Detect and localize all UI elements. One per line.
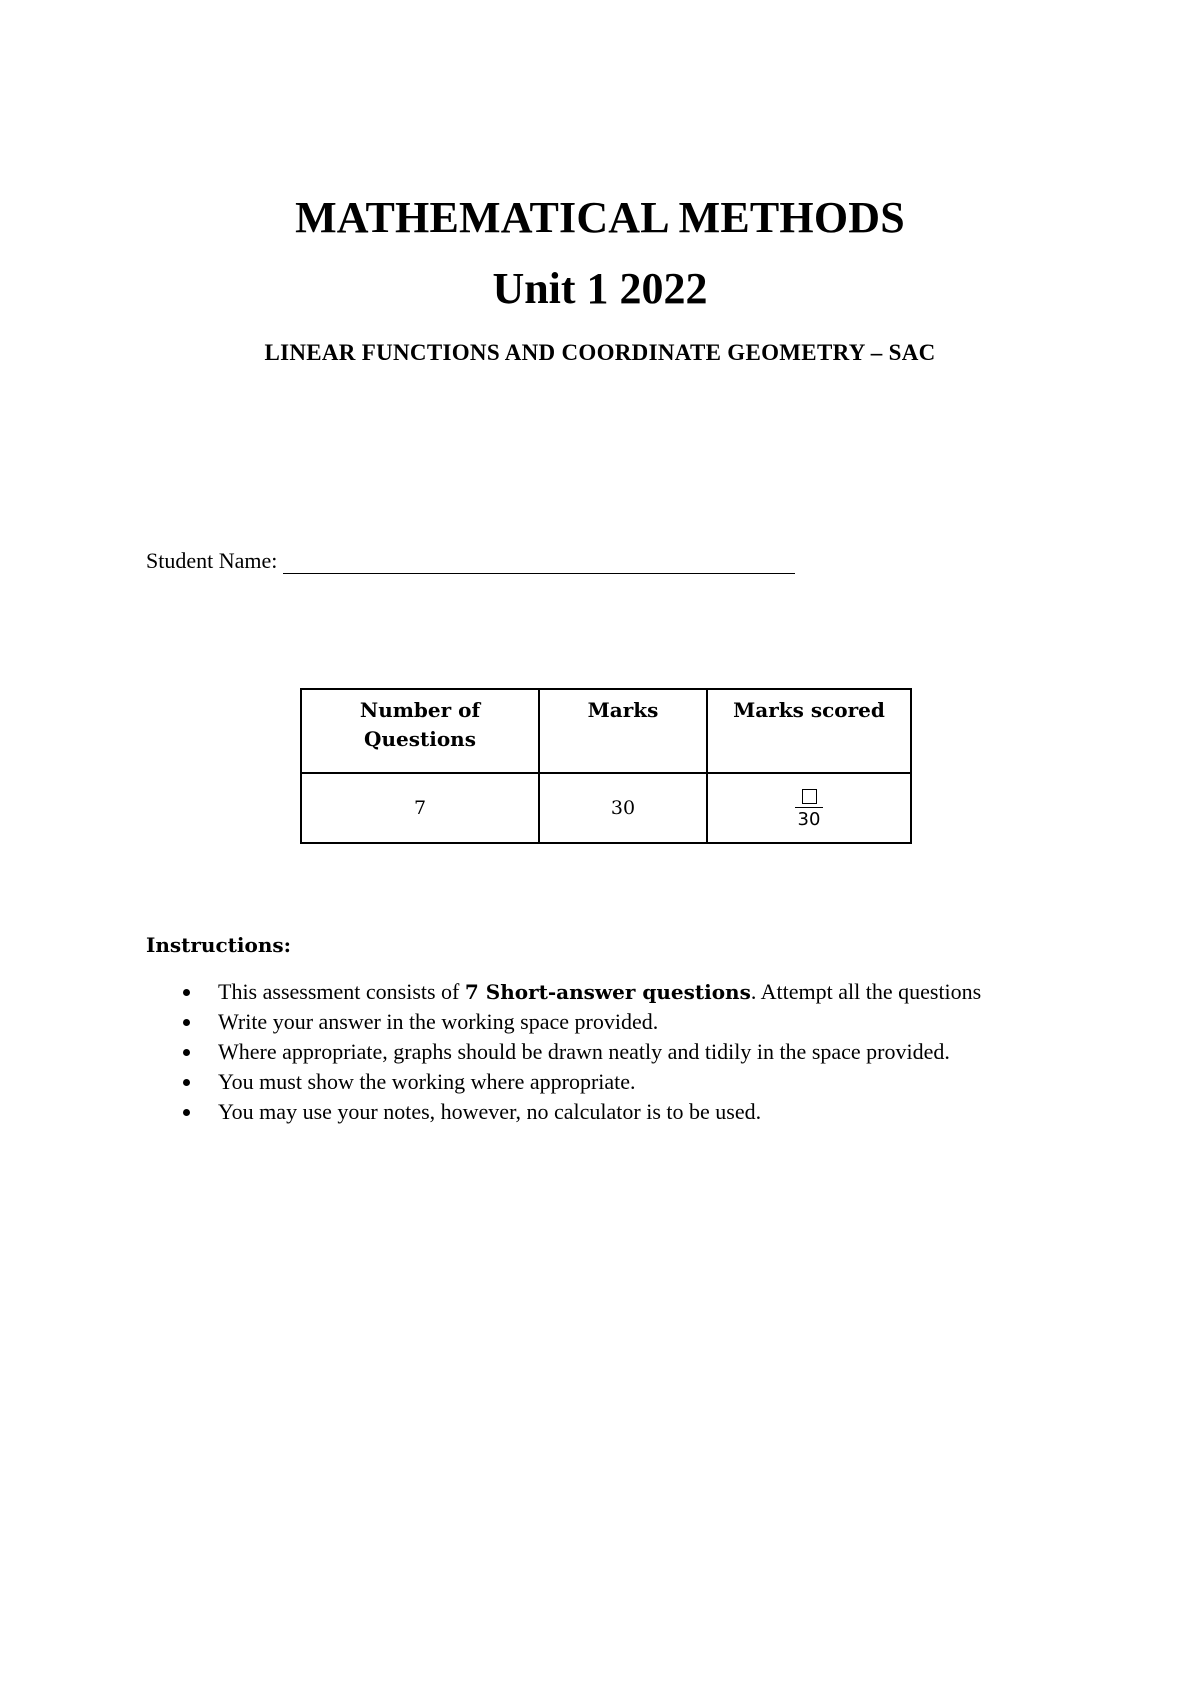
marks-table [300, 688, 912, 844]
instruction-text: You may use your notes, however, no calculator is to be used. [218, 1099, 762, 1124]
cell-number-of-questions: 7 [301, 773, 539, 843]
bullet-icon [183, 1109, 190, 1116]
header-marks-scored: Marks scored [707, 689, 911, 773]
marks-table-row [301, 773, 911, 843]
bullet-icon [183, 1079, 190, 1086]
instruction-item [183, 1097, 981, 1127]
unit-heading: Unit 1 2022 [492, 264, 708, 313]
bullet-icon [183, 989, 190, 996]
instructions-list [183, 977, 981, 1127]
marks-table-header-row [301, 689, 911, 773]
student-name-row [146, 547, 795, 574]
instruction-text: Where appropriate, graphs should be drawn neatly and tidily in the space provided. [218, 1039, 950, 1064]
instruction-text-bold: 7 Short-answer questions [464, 980, 751, 1004]
instruction-item [183, 1067, 981, 1097]
student-name-field[interactable] [283, 547, 795, 574]
instruction-text-before: This assessment consists of [218, 979, 465, 1004]
instruction-text: You must show the working where appropriate. [218, 1069, 636, 1094]
document-title: MATHEMATICAL METHODS [295, 193, 905, 242]
header-number-of-questions: Number of Questions [301, 689, 539, 773]
fraction-bar [795, 807, 823, 808]
bullet-icon [183, 1049, 190, 1056]
instruction-item [183, 977, 981, 1007]
cell-marks-scored [707, 773, 911, 843]
subtitle: LINEAR FUNCTIONS AND COORDINATE GEOMETRY – SAC [264, 340, 936, 365]
instruction-text-after: . Attempt all the questions [750, 979, 982, 1004]
score-fraction [795, 789, 823, 830]
cell-marks: 30 [539, 773, 707, 843]
student-name-label: Student Name: [146, 548, 278, 573]
score-denominator: 30 [797, 808, 821, 830]
instruction-item [183, 1007, 981, 1037]
instructions-heading: Instructions: [146, 933, 292, 957]
instruction-text: Write your answer in the working space provided. [218, 1009, 659, 1034]
score-input-box[interactable] [802, 789, 817, 804]
instruction-item [183, 1037, 981, 1067]
header-marks: Marks [539, 689, 707, 773]
bullet-icon [183, 1019, 190, 1026]
